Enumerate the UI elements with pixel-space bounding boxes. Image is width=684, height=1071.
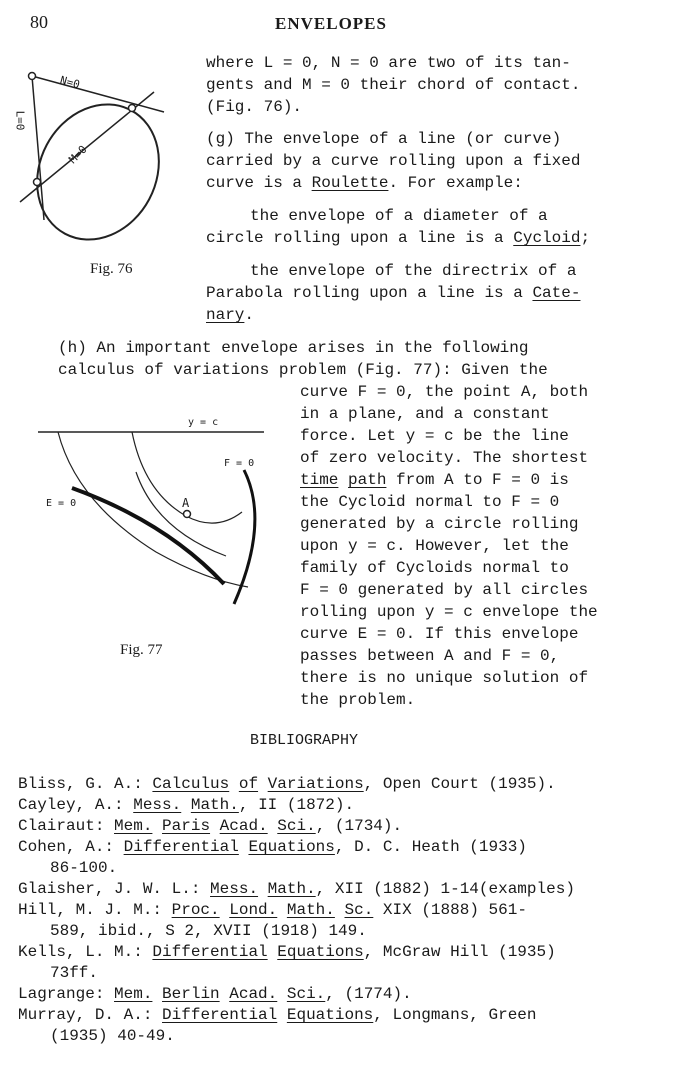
bib-title-word: Mem. — [114, 985, 153, 1003]
bib-title-word: Sci. — [286, 985, 326, 1003]
bibliography-entry — [18, 795, 678, 816]
fig77-caption: Fig. 77 — [120, 642, 163, 658]
bib-title-word: Mess. — [210, 880, 259, 898]
fig76-label-m: M=0 — [66, 142, 90, 167]
term-time: time — [300, 471, 339, 489]
para-h-line — [300, 469, 569, 491]
bibliography-entry-continuation: (1935) 40-49. — [50, 1027, 175, 1045]
bib-title-word: Mem. — [114, 817, 153, 835]
bibliography-entry-continuation: 589, ibid., S 2, XVII (1918) 149. — [50, 922, 367, 940]
bib-title-word: Variations — [267, 775, 364, 793]
bib-title-word: Equations — [248, 838, 335, 856]
bib-details: , D. C. Heath (1933) — [334, 838, 527, 856]
text-span: ; — [580, 229, 591, 247]
bib-title-word: Proc. — [171, 901, 220, 919]
bib-title-word: Sci. — [277, 817, 316, 835]
bibliography-entry — [18, 1005, 678, 1026]
para-g-line: the envelope of the directrix of a — [250, 262, 577, 280]
term-cycloid: Cycloid — [513, 229, 581, 247]
bib-title-word: Paris — [162, 817, 211, 835]
bib-details: , XII (1882) 1-14(examples) — [315, 880, 575, 898]
para-g-line — [206, 227, 590, 249]
bib-details: , Longmans, Green — [373, 1006, 537, 1024]
bib-title-word: Acad. — [229, 985, 278, 1003]
bib-title-word: Math. — [286, 901, 335, 919]
bib-title-word: Differential — [162, 1006, 278, 1024]
bib-details: , (1774). — [325, 985, 412, 1003]
para-h-line: passes between A and F = 0, — [300, 647, 560, 665]
bibliography-entry — [18, 942, 678, 963]
bib-author: Cayley, A.: — [18, 796, 134, 814]
bib-author: Clairaut: — [18, 817, 115, 835]
para-h-line: there is no unique solution of — [300, 669, 589, 687]
text-span: . For example: — [388, 174, 523, 192]
para-h-line: F = 0 generated by all circles — [300, 581, 589, 599]
bib-title-word: Differential — [152, 943, 268, 961]
bib-author: Murray, D. A.: — [18, 1006, 163, 1024]
term-path: path — [348, 471, 387, 489]
term-catenary-cont: nary — [206, 306, 245, 324]
bib-details: , (1734). — [315, 817, 403, 835]
intro-line: (Fig. 76). — [206, 98, 303, 116]
para-h-line: family of Cycloids normal to — [300, 559, 569, 577]
bib-title-word: Acad. — [219, 817, 268, 835]
fig76-label-l: L=0 — [13, 110, 27, 131]
fig76-label-n: N=0 — [58, 73, 82, 92]
term-catenary: Cate- — [532, 284, 581, 302]
para-h-line: the Cycloid normal to F = 0 — [300, 493, 560, 511]
bib-author: Hill, M. J. M.: — [18, 901, 172, 919]
text-span: circle rolling upon a line is a — [206, 229, 514, 247]
bib-details: , II (1872). — [238, 796, 355, 814]
bibliography-entry — [18, 900, 678, 921]
para-h-line: (h) An important envelope arises in the following — [58, 339, 529, 357]
para-g-line: the envelope of a diameter of a — [250, 207, 548, 225]
text-span: curve is a — [206, 174, 312, 192]
bib-details: , McGraw Hill (1935) — [363, 943, 556, 961]
para-h-line: in a plane, and a constant — [300, 405, 550, 423]
para-h-line: of zero velocity. The shortest — [300, 449, 589, 467]
bibliography-entry — [18, 774, 678, 795]
bib-author: Lagrange: — [18, 985, 115, 1003]
fig76-caption: Fig. 76 — [90, 261, 133, 277]
bib-author: Kells, L. M.: — [18, 943, 153, 961]
para-g-line — [206, 304, 254, 326]
fig77-label-e: E = 0 — [46, 498, 77, 509]
text-span: from A to F = 0 is — [386, 471, 569, 489]
bib-details: XIX (1888) 561- — [373, 901, 527, 919]
bib-title-word: Sc. — [344, 901, 374, 919]
bib-author: Cohen, A.: — [18, 838, 124, 856]
fig77-label-yc: y = c — [188, 417, 219, 428]
para-h-line: rolling upon y = c envelope the — [300, 603, 598, 621]
para-g-line: carried by a curve rolling upon a fixed — [206, 152, 581, 170]
para-h-line: upon y = c. However, let the — [300, 537, 569, 555]
para-g-line — [206, 282, 580, 304]
figure-76 — [14, 62, 174, 242]
bibliography-entry — [18, 816, 678, 837]
intro-line: gents and M = 0 their chord of contact. — [206, 76, 581, 94]
bib-title-word: of — [238, 775, 259, 793]
bibliography-list — [18, 774, 678, 1047]
intro-line: where L = 0, N = 0 are two of its tan- — [206, 54, 571, 72]
bib-author: Glaisher, J. W. L.: — [18, 880, 211, 898]
bibliography-entry — [18, 879, 678, 900]
para-h-line: generated by a circle rolling — [300, 515, 579, 533]
fig77-label-a: A — [182, 496, 190, 510]
text-span: . — [244, 306, 255, 324]
bib-title-word: Calculus — [152, 775, 230, 793]
bib-title-word: Differential — [123, 838, 239, 856]
bib-title-word: Berlin — [162, 985, 220, 1003]
bib-title-word: Lond. — [229, 901, 278, 919]
page-number: 80 — [30, 12, 48, 32]
para-g-line: (g) The envelope of a line (or curve) — [206, 130, 562, 148]
para-h-line: force. Let y = c be the line — [300, 427, 569, 445]
para-h-line: calculus of variations problem (Fig. 77): Given the — [58, 361, 548, 379]
bibliography-entry-continuation: 86-100. — [50, 859, 118, 877]
bib-title-word: Math. — [190, 796, 239, 814]
bib-title-word: Math. — [267, 880, 316, 898]
bib-author: Bliss, G. A.: — [18, 775, 153, 793]
bib-title-word: Equations — [277, 943, 364, 961]
para-h-line: curve E = 0. If this envelope — [300, 625, 579, 643]
text-span: Parabola rolling upon a line is a — [206, 284, 533, 302]
fig77-label-f: F = 0 — [224, 458, 255, 469]
bibliography-entry — [18, 984, 678, 1005]
bibliography-entry — [18, 837, 678, 858]
bib-title-word: Mess. — [133, 796, 182, 814]
para-h-line: the problem. — [300, 691, 416, 709]
bibliography-entry-continuation: 73ff. — [50, 964, 99, 982]
bibliography-heading: BIBLIOGRAPHY — [250, 732, 359, 749]
para-h-line: curve F = 0, the point A, both — [300, 383, 589, 401]
para-g-line — [206, 172, 523, 194]
bib-details: , Open Court (1935). — [363, 775, 556, 793]
term-roulette: Roulette — [311, 174, 389, 192]
bib-title-word: Equations — [286, 1006, 374, 1024]
page-title: ENVELOPES — [275, 14, 387, 33]
figure-77 — [36, 412, 276, 612]
